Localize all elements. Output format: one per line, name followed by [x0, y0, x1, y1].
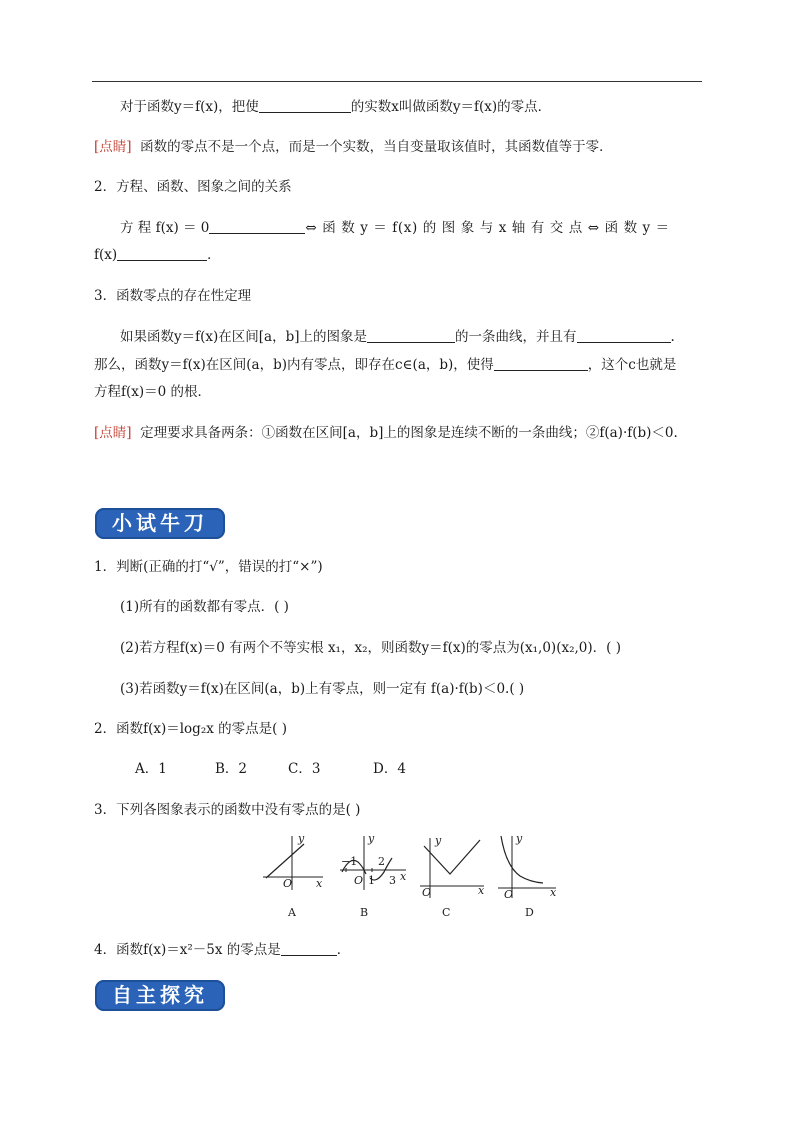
note-text: 函数的零点不是一个点，而是一个实数，当自变量取该值时，其函数值等于零． — [140, 139, 613, 155]
sec2-text-a: 方 程 f(x) ＝ 0 — [120, 220, 210, 236]
graph-d-y-label: y — [516, 832, 523, 845]
answer-blank[interactable] — [209, 219, 305, 234]
graph-a-curve — [266, 844, 304, 878]
graph-b-tick-label: 2 — [378, 855, 385, 868]
option-b[interactable]: B．2 — [215, 761, 248, 777]
header-rule — [92, 81, 702, 82]
graph-a-x-label: x — [316, 877, 323, 890]
answer-blank[interactable] — [494, 356, 588, 371]
section-2-line-1 — [120, 218, 670, 238]
question-4-suffix: ． — [336, 942, 351, 958]
section-2-title: 2．方程、函数、图象之间的关系 — [94, 179, 292, 195]
question-1-item-3: (3)若函数y＝f(x)在区间(a，b)上有零点，则一定有 f(a)·f(b)＜0.( ) — [120, 681, 525, 697]
graph-b-origin: O — [354, 874, 364, 887]
answer-blank[interactable] — [117, 246, 207, 261]
note-1 — [94, 137, 613, 157]
question-3-title: 3．下列各图象表示的函数中没有零点的是( ) — [94, 802, 361, 818]
note-text: 定理要求具备两条：①函数在区间[a，b]上的图象是连续不断的一条曲线；②f(a)·f(b)＜0. — [140, 425, 678, 441]
graph-a[interactable] — [263, 836, 323, 890]
answer-blank[interactable] — [367, 328, 455, 343]
note-tag: [点睛] — [94, 139, 132, 155]
option-d[interactable]: D．4 — [373, 761, 406, 777]
graph-b-tick-label: 3 — [389, 874, 396, 887]
section-banner-practice: 小试牛刀 — [95, 508, 225, 539]
question-1-item-1: (1)所有的函数都有零点．( ) — [120, 599, 289, 615]
graph-d-origin: O — [504, 888, 514, 901]
graph-label-c: C — [442, 906, 451, 919]
graph-c-x-label: x — [478, 884, 485, 897]
definition-suffix: 的实数x叫做函数y＝f(x)的零点． — [350, 99, 552, 115]
sec3-text-d: 那么，函数y＝f(x)在区间(a，b)内有零点，即存在c∈(a，b)，使得 — [94, 357, 494, 373]
definition-prefix: 对于函数 — [120, 99, 174, 115]
sec3-text-a: 如果函数y＝f(x)在区间[a，b]上的图象是 — [120, 329, 367, 345]
definition-line — [120, 97, 551, 117]
graph-label-b: B — [360, 906, 369, 919]
note-tag: [点睛] — [94, 425, 132, 441]
section-2-line-2 — [94, 245, 221, 265]
question-4-text: 4．函数f(x)＝x²－5x 的零点是 — [94, 942, 281, 958]
question-2-title: 2．函数f(x)＝log₂x 的零点是( ) — [94, 721, 287, 737]
answer-blank[interactable] — [259, 98, 351, 113]
graph-a-y-label: y — [298, 832, 305, 845]
graph-c-y-label: y — [435, 834, 442, 847]
graph-b-y-label: y — [368, 832, 375, 845]
note-2 — [94, 423, 678, 443]
graph-b-tick-label: 1 — [368, 874, 375, 887]
section-3-title: 3．函数零点的存在性定理 — [94, 288, 252, 304]
option-a[interactable]: A．1 — [135, 761, 167, 777]
definition-func: y＝f(x) — [174, 99, 219, 115]
sec3-text-c: . — [670, 329, 675, 345]
graph-label-d: D — [525, 906, 534, 919]
question-1-title: 1．判断(正确的打“√”，错误的打“×”) — [94, 559, 323, 575]
definition-mid: ，把使 — [218, 99, 259, 115]
question-1-item-2: (2)若方程f(x)＝0 有两个不等实根 x₁，x₂，则函数y＝f(x)的零点为(x₁,0)(x₂,0)．( ) — [120, 640, 621, 656]
graph-a-origin: O — [283, 877, 293, 890]
sec3-text-e: ，这个c也就是 — [587, 357, 677, 373]
question-4 — [94, 940, 350, 960]
graph-c-origin: O — [422, 886, 432, 899]
graph-b-tick-label: −1 — [341, 855, 358, 868]
section-banner-explore: 自主探究 — [95, 980, 225, 1011]
graph-label-a: A — [288, 906, 296, 919]
section-3-line-3: 方程f(x)＝0 的根． — [94, 384, 212, 400]
sec3-text-b: 的一条曲线，并且有 — [455, 329, 577, 345]
section-3-line-1 — [120, 327, 675, 347]
graph-c-curve — [424, 840, 480, 874]
question-3-graphs — [258, 832, 568, 920]
answer-blank[interactable] — [577, 328, 671, 343]
option-c[interactable]: C．3 — [288, 761, 321, 777]
graph-b-x-label: x — [400, 870, 407, 883]
sec2-text-b: ⇔ 函 数 y ＝ f(x) 的 图 象 与 x 轴 有 交 点 ⇔ 函 数 y ＝ — [305, 220, 670, 236]
sec2-text-d: ． — [207, 247, 221, 263]
graph-d-x-label: x — [550, 886, 557, 899]
sec2-text-c: f(x) — [94, 247, 118, 263]
section-3-line-2 — [94, 355, 676, 375]
answer-blank[interactable] — [281, 941, 337, 956]
